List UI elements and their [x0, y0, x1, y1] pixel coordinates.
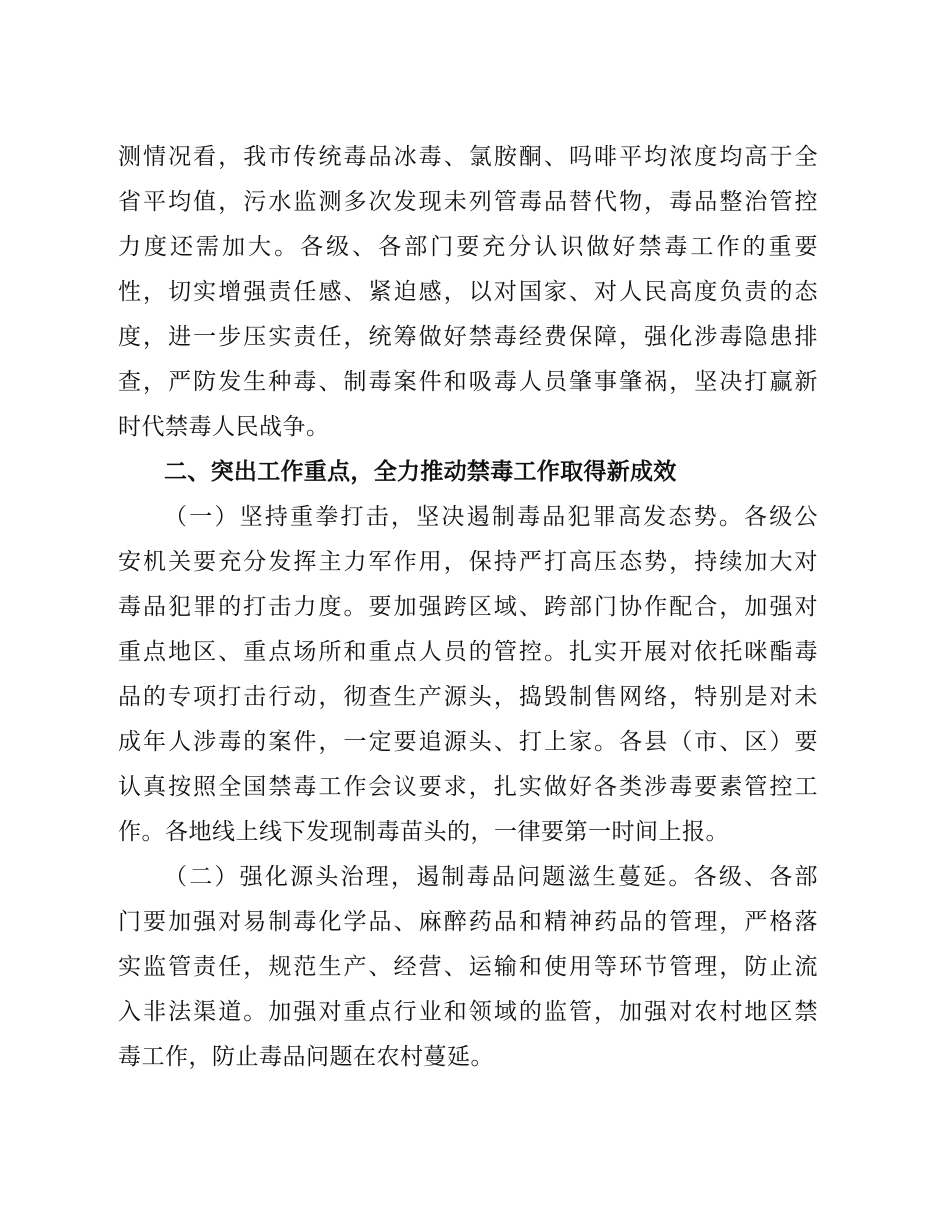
- paragraph-line: （二）强化源头治理，遏制毒品问题滋生蔓延。各级、各部: [164, 864, 818, 890]
- paragraph-line: 毒工作，防止毒品问题在农村蔓延。: [118, 1044, 494, 1070]
- paragraph-line: 度，进一步压实责任，统筹做好禁毒经费保障，强化涉毒隐患排: [118, 324, 818, 350]
- paragraph-line: 重点地区、重点场所和重点人员的管控。扎实开展对依托咪酯毒: [118, 639, 818, 665]
- paragraph-line: 力度还需加大。各级、各部门要充分认识做好禁毒工作的重要: [118, 234, 818, 260]
- paragraph-line: 省平均值，污水监测多次发现未列管毒品替代物，毒品整治管控: [118, 189, 818, 215]
- paragraph-line: 作。各地线上线下发现制毒苗头的，一律要第一时间上报。: [118, 819, 729, 845]
- paragraph-line: 入非法渠道。加强对重点行业和领域的监管，加强对农村地区禁: [118, 999, 818, 1025]
- paragraph-line: （一）坚持重拳打击，坚决遏制毒品犯罪高发态势。各级公: [164, 504, 818, 530]
- paragraph-line: 性，切实增强责任感、紧迫感，以对国家、对人民高度负责的态: [118, 279, 818, 305]
- paragraph-line: 时代禁毒人民战争。: [118, 414, 330, 440]
- paragraph-line: 品的专项打击行动，彻查生产源头，捣毁制售网络，特别是对未: [118, 684, 818, 710]
- paragraph-line: 实监管责任，规范生产、经营、运输和使用等环节管理，防止流: [118, 954, 818, 980]
- paragraph-line: 测情况看，我市传统毒品冰毒、氯胺酮、吗啡平均浓度均高于全: [118, 144, 818, 170]
- paragraph-line: 查，严防发生种毒、制毒案件和吸毒人员肇事肇祸，坚决打赢新: [118, 369, 818, 395]
- section-heading: 二、突出工作重点，全力推动禁毒工作取得新成效: [164, 459, 677, 485]
- paragraph-line: 毒品犯罪的打击力度。要加强跨区域、跨部门协作配合，加强对: [118, 594, 818, 620]
- paragraph-line: 成年人涉毒的案件，一定要追源头、打上家。各县（市、区）要: [118, 729, 818, 755]
- paragraph-line: 门要加强对易制毒化学品、麻醉药品和精神药品的管理，严格落: [118, 909, 818, 935]
- paragraph-line: 认真按照全国禁毒工作会议要求，扎实做好各类涉毒要素管控工: [118, 774, 818, 800]
- paragraph-line: 安机关要充分发挥主力军作用，保持严打高压态势，持续加大对: [118, 549, 818, 575]
